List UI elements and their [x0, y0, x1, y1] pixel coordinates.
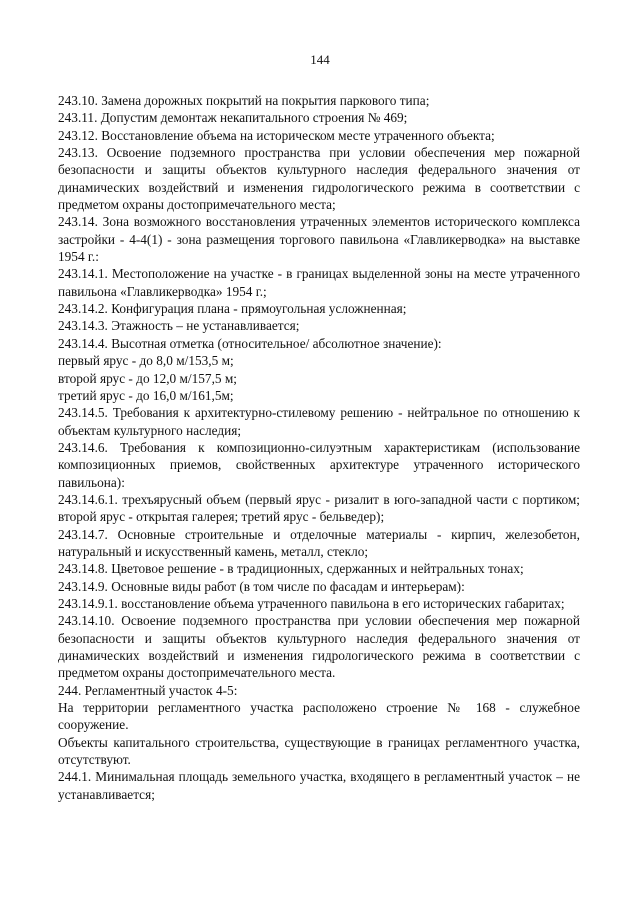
- paragraph-243-13: 243.13. Освоение подземного пространства при условии обеспечения мер пожарной безопасности и защиты объектов культурного наследия федерального значения от динамических воздействий и изменения гидрологического режима в соответствии с предметом охраны достопримечательного места;: [58, 145, 580, 213]
- height-tier-2: второй ярус - до 12,0 м/157,5 м;: [58, 370, 237, 386]
- paragraph-243-14-9: 243.14.9. Основные виды работ (в том числе по фасадам и интерьерам):: [58, 578, 465, 594]
- paragraph-243-14-5: 243.14.5. Требования к архитектурно-стилевому решению - нейтральное по отношению к объектам культурного наследия;: [58, 405, 580, 438]
- paragraph-243-10: 243.10. Замена дорожных покрытий на покрытия паркового типа;: [58, 93, 430, 108]
- document-body: [58, 92, 580, 803]
- paragraph-243-14-1: 243.14.1. Местоположение на участке - в границах выделенной зоны на месте утраченного павильона «Главликерводка» 1954 г.;: [58, 266, 580, 299]
- paragraph-243-14-8: 243.14.8. Цветовое решение - в традиционных, сдержанных и нейтральных тонах;: [58, 561, 524, 577]
- paragraph-243-14-4: 243.14.4. Высотная отметка (относительное/ абсолютное значение):: [58, 335, 442, 351]
- paragraph-244-objects: Объекты капитального строительства, существующие в границах регламентного участка, отсутствуют.: [58, 734, 580, 768]
- paragraph-243-14-9-1: 243.14.9.1. восстановление объема утраченного павильона в его исторических габаритах;: [58, 595, 565, 611]
- paragraph-243-14-3: 243.14.3. Этажность – не устанавливается;: [58, 318, 300, 334]
- paragraph-243-14: 243.14. Зона возможного восстановления утраченных элементов исторического комплекса застройки - 4-4(1) - зона размещения торгового павильона «Главликерводка» на выставке 1954 г.:: [58, 214, 580, 265]
- paragraph-244: 244. Регламентный участок 4-5:: [58, 682, 238, 698]
- paragraph-243-14-6: 243.14.6. Требования к композиционно-силуэтным характеристикам (использование композиционных приемов, свойственных архитектуре утраченного исторического павильона):: [58, 439, 580, 490]
- height-tier-3: третий ярус - до 16,0 м/161,5м;: [58, 387, 234, 403]
- paragraph-243-12: 243.12. Восстановление объема на историческом месте утраченного объекта;: [58, 127, 495, 143]
- paragraph-243-14-6-1: 243.14.6.1. трехъярусный объем (первый ярус - ризалит в юго-западной части с портиком; второй ярус - открытая галерея; третий ярус - бельведер);: [58, 491, 580, 525]
- height-tier-1: первый ярус - до 8,0 м/153,5 м;: [58, 353, 234, 369]
- paragraph-244-1: 244.1. Минимальная площадь земельного участка, входящего в регламентный участок – не устанавливается;: [58, 769, 580, 802]
- paragraph-243-14-2: 243.14.2. Конфигурация плана - прямоугольная усложненная;: [58, 301, 407, 317]
- paragraph-243-14-10: 243.14.10. Освоение подземного пространства при условии обеспечения мер пожарной безопасности и защиты объектов культурного наследия федерального значения от динамических воздействий и изменения гидрологического режима в соответствии с предметом охраны достопримечательного места.: [58, 613, 580, 681]
- paragraph-244-structure: На территории регламентного участка расположено строение № 168 - служебное сооружение.: [58, 700, 580, 733]
- page-number: 144: [310, 52, 330, 67]
- paragraph-243-11: 243.11. Допустим демонтаж некапитального строения № 469;: [58, 110, 408, 126]
- paragraph-243-14-7: 243.14.7. Основные строительные и отделочные материалы - кирпич, железобетон, натуральный и искусственный камень, металл, стекло;: [58, 526, 580, 559]
